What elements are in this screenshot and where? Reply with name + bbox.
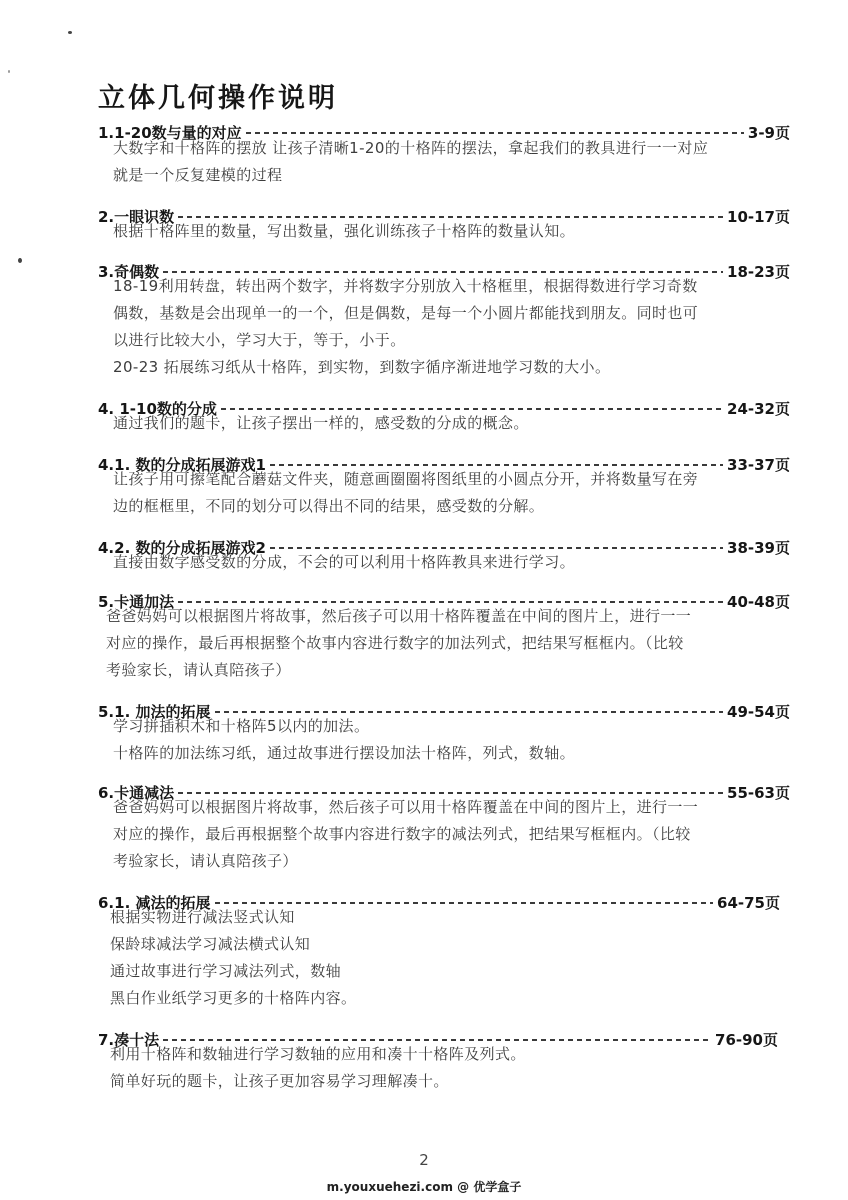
dotted-leader — [178, 792, 723, 794]
dotted-leader — [270, 464, 723, 466]
toc-entry-pages: 3-9页 — [747, 123, 790, 142]
toc-entry-pages: 10-17页 — [727, 207, 790, 226]
toc-entry-pages: 24-32页 — [727, 399, 790, 418]
toc-entry-description: 十格阵的加法练习纸，通过故事进行摆设加法十格阵，列式，数轴。 — [113, 744, 576, 762]
dotted-leader — [163, 1039, 711, 1041]
toc-entry-description: 爸爸妈妈可以根据图片将故事，然后孩子可以用十格阵覆盖在中间的图片上，进行一一 — [106, 607, 692, 625]
footer-watermark: m.youxuehezi.com @ 优学盒子 — [326, 1180, 522, 1194]
toc-entry-pages: 33-37页 — [727, 455, 790, 474]
toc-entry-description: 考验家长，请认真陪孩子） — [106, 661, 291, 679]
dotted-leader — [178, 216, 723, 218]
toc-entry-label: 4.1. 数的分成拓展游戏1 — [98, 455, 266, 474]
toc-entry-label: 4. 1-10数的分成 — [98, 399, 217, 418]
toc-entry-description: 直接由数字感受数的分成，不会的可以利用十格阵教具来进行学习。 — [113, 553, 576, 571]
toc-entry-description: 以进行比较大小，学习大于，等于，小于。 — [113, 331, 406, 349]
toc-entry-label: 7.凑十法 — [98, 1030, 160, 1049]
toc-entry-label: 2.一眼识数 — [98, 207, 175, 226]
dotted-leader — [163, 271, 723, 273]
toc-entry-description: 偶数，基数是会出现单一的一个，但是偶数，是每一个小圆片都能找到朋友。同时也可 — [113, 304, 699, 322]
toc-entry-description: 通过我们的题卡，让孩子摆出一样的，感受数的分成的概念。 — [113, 414, 529, 432]
toc-entry-pages: 49-54页 — [727, 702, 790, 721]
toc-entry-description: 根据实物进行减法竖式认知 — [110, 908, 295, 926]
scan-speck — [18, 258, 22, 263]
toc-entry-description: 通过故事进行学习减法列式，数轴 — [110, 962, 342, 980]
toc-entry-pages: 55-63页 — [727, 783, 790, 802]
toc-entry-pages: 18-23页 — [727, 262, 790, 281]
dotted-leader — [215, 711, 724, 713]
toc-entry-label: 3.奇偶数 — [98, 262, 160, 281]
toc-entry-description: 就是一个反复建模的过程 — [113, 166, 283, 184]
toc-entry-description: 爸爸妈妈可以根据图片将故事，然后孩子可以用十格阵覆盖在中间的图片上，进行一一 — [113, 798, 699, 816]
dotted-leader — [221, 408, 723, 410]
toc-entry-pages: 40-48页 — [727, 592, 790, 611]
toc-entry-pages: 64-75页 — [717, 893, 780, 912]
toc-entry-description: 利用十格阵和数轴进行学习数轴的应用和凑十十格阵及列式。 — [110, 1045, 526, 1063]
toc-entry-description: 学习拼插积木和十格阵5以内的加法。 — [113, 717, 370, 735]
toc-entry-description: 考验家长，请认真陪孩子） — [113, 852, 298, 870]
toc-entry-pages: 76-90页 — [715, 1030, 778, 1049]
toc-entry-pages: 38-39页 — [727, 538, 790, 557]
toc-entry-label: 5.1. 加法的拓展 — [98, 702, 211, 721]
toc-entry-description: 简单好玩的题卡，让孩子更加容易学习理解凑十。 — [110, 1072, 449, 1090]
toc-entry-description: 根据十格阵里的数量，写出数量，强化训练孩子十格阵的数量认知。 — [113, 222, 576, 240]
toc-entry-label: 6.1. 减法的拓展 — [98, 893, 211, 912]
scan-speck — [8, 70, 10, 73]
toc-entry-description: 边的框框里，不同的划分可以得出不同的结果，感受数的分解。 — [113, 497, 545, 515]
toc-entry-description: 18-19利用转盘，转出两个数字，并将数字分别放入十格框里，根据得数进行学习奇数 — [113, 277, 698, 295]
toc-entry-description: 让孩子用可擦笔配合蘑菇文件夹，随意画圈圈将图纸里的小圆点分开，并将数量写在旁 — [113, 470, 699, 488]
dotted-leader — [215, 902, 714, 904]
page-title: 立体几何操作说明 — [98, 83, 338, 114]
scan-speck — [68, 31, 72, 34]
toc-entry-label: 1.1-20数与量的对应 — [98, 123, 242, 142]
toc-entry-description: 保龄球减法学习减法横式认知 — [110, 935, 311, 953]
toc-entry-description: 对应的操作，最后再根据整个故事内容进行数字的加法列式，把结果写框框内。（比较 — [106, 634, 684, 652]
toc-entry-label: 4.2. 数的分成拓展游戏2 — [98, 538, 266, 557]
dotted-leader — [270, 547, 723, 549]
dotted-leader — [178, 601, 723, 603]
toc-entry-description: 20-23 拓展练习纸从十格阵，到实物，到数字循序渐进地学习数的大小。 — [113, 358, 611, 376]
page-number: 2 — [419, 1151, 429, 1169]
toc-entry-label: 6.卡通减法 — [98, 783, 175, 802]
toc-entry-label: 5.卡通加法 — [98, 592, 175, 611]
toc-entry-description: 黑白作业纸学习更多的十格阵内容。 — [110, 989, 357, 1007]
dotted-leader — [246, 132, 744, 134]
toc-entry-description: 大数字和十格阵的摆放 让孩子清晰1-20的十格阵的摆法，拿起我们的教具进行一一对应 — [113, 139, 709, 157]
toc-entry-description: 对应的操作，最后再根据整个故事内容进行数字的减法列式，把结果写框框内。（比较 — [113, 825, 691, 843]
